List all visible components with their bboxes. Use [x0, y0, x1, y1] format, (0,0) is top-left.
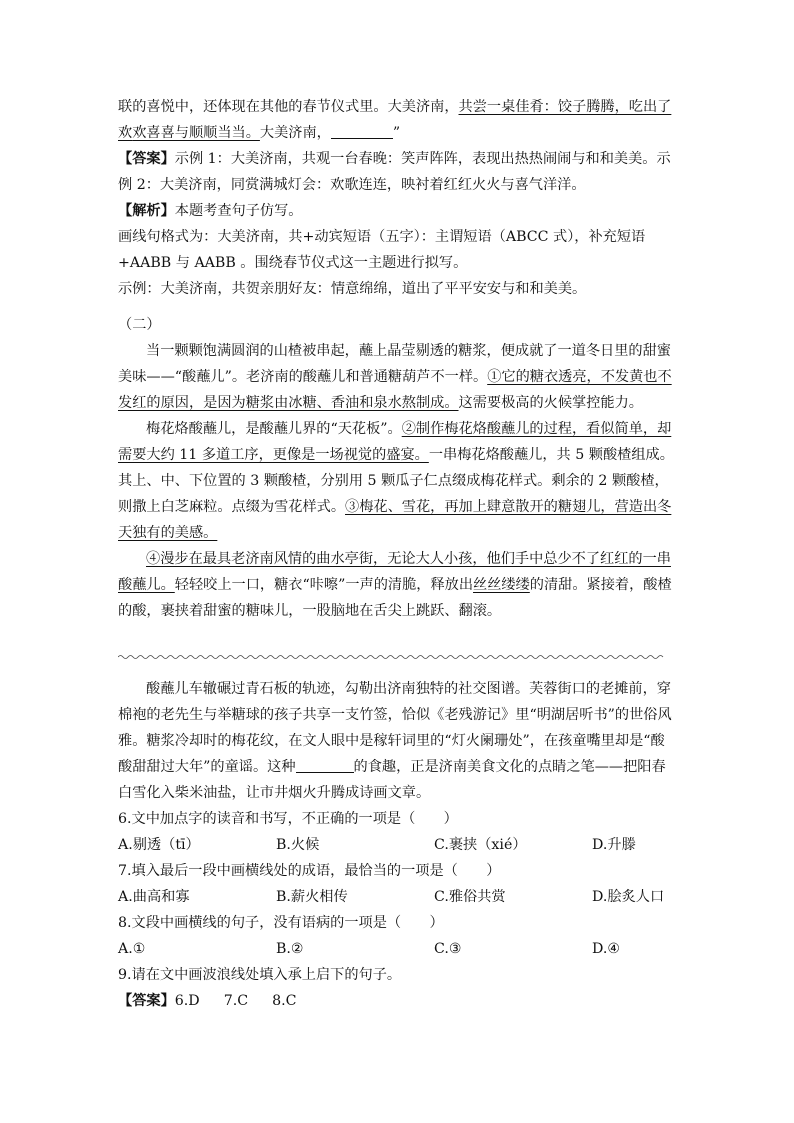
- option-a: A.①: [118, 941, 146, 957]
- analysis-tag: 【解析】: [118, 203, 175, 219]
- underlined-sentence-1: ①它的糖衣透亮，不发黄也不发红的原因，是因为糖浆由冰糖、香油和泉水熬制成。: [118, 369, 672, 411]
- dotted-word: 丝丝缕缕: [473, 577, 530, 593]
- passage-paragraph-2: [118, 416, 678, 546]
- question-8-options: [118, 936, 678, 962]
- underlined-sentence-3: ③梅花、雪花，再加上肆意散开的糖翅儿，营造出冬天独有的美感。: [118, 499, 672, 541]
- underlined-example-cont: 欢喜喜与顺顺当当。: [132, 125, 260, 141]
- analysis-paragraph: [118, 198, 678, 224]
- question-8: 8.文段中画横线的句子，没有语病的一项是（ ）: [118, 915, 444, 931]
- p2-text-mid: 一串梅花烙酸蘸儿，共 5 颗酸楂组成。其上、中、下位置的 3 颗酸楂，分别用 5 颗瓜子仁点缀成梅花样式。剩余的 2 颗酸楂，则撒上白芝麻粒。点缀为雪花样式。: [118, 447, 674, 515]
- stem-text-2: 大美济南，: [259, 125, 331, 141]
- option-a: A.剔透（tī）: [118, 837, 200, 853]
- passage-paragraph-1: [118, 338, 678, 416]
- option-b: B.火候: [276, 837, 320, 853]
- answer-text: 示例 1：大美济南，共观一台春晚：笑声阵阵，表现出热热闹闹与和和美美。示例 2：大美济南，同赏满城灯会：欢歌连连，映衬着红红火火与喜气洋洋。: [118, 151, 671, 193]
- question-6: 6.文中加点字的读音和书写，不正确的一项是（ ）: [118, 811, 458, 827]
- wavy-blank-line: [118, 654, 678, 660]
- answer-6: 6.D: [174, 993, 200, 1009]
- underlined-sentence-4: ④漫步在最具老济南风情的曲水亭街，无论大人小孩，他们手中总少不了红红的一串酸蘸儿。: [118, 551, 671, 593]
- option-d: D.④: [592, 941, 621, 957]
- option-c: C.裹挟（xié）: [434, 837, 527, 853]
- analysis-example: 示例：大美济南，共贺亲朋好友：情意绵绵，道出了平平安安与和和美美。: [118, 281, 587, 297]
- option-d: D.脍炙人口: [592, 889, 665, 905]
- question-6-options: [118, 832, 678, 858]
- stem-text: 联的喜悦中，还体现在其他的春节仪式里。大美济南，: [118, 99, 459, 115]
- option-d: D.升滕: [592, 837, 636, 853]
- passage-paragraph-4-block: [118, 676, 678, 806]
- answer-tag: 【答案】: [118, 151, 175, 167]
- option-c: C.雅俗共赏: [434, 889, 506, 905]
- question-7-options: [118, 884, 678, 910]
- p3-text-end: 的清甜。紧接着，酸楂的酸，裹挟着甜蜜的糖味儿，一股脑地在舌尖上跳跃、翻滚。: [118, 577, 672, 619]
- p4-text-end: 的食趣，正是济南美食文化的点睛之笔——把阳春白雪化入柴米油盐，让市井烟火升腾成诗画文章。: [118, 759, 666, 801]
- p2-text: 梅花烙酸蘸儿，是酸蘸儿界的“天花板”。: [146, 421, 402, 437]
- question-stem-tail: [118, 94, 678, 146]
- questions-section: [118, 806, 678, 1014]
- passage-paragraph-3: [118, 546, 678, 624]
- answer-7: 7.C: [223, 993, 249, 1009]
- option-c: C.③: [434, 941, 462, 957]
- p1-text-end: 这需要极高的火候掌控能力。: [458, 395, 643, 411]
- idiom-blank: [296, 758, 354, 773]
- option-b: B.②: [276, 941, 304, 957]
- section-two: [118, 312, 678, 624]
- question-7: 7.填入最后一段中画横线处的成语，最恰当的一项是（ ）: [118, 863, 501, 879]
- underlined-example: 共尝一桌佳肴：饺子腾腾，吃出了欢: [118, 99, 672, 141]
- question-9: 9.请在文中画波浪线处填入承上启下的句子。: [118, 967, 402, 983]
- answer-tag: 【答案】: [118, 993, 175, 1009]
- closing-quote: ”: [392, 125, 401, 141]
- option-a: A.曲高和寡: [118, 889, 190, 905]
- answer-paragraph: [118, 146, 678, 198]
- p1-text: 当一颗颗饱满圆润的山楂被串起，蘸上晶莹剔透的糖浆，便成就了一道冬日里的甜蜜美味——“酸蘸儿”。老济南的酸蘸儿和普通糖葫芦不一样。: [118, 343, 671, 385]
- p3-text: 轻轻咬上一口，糖衣“咔嚓”一声的清脆，释放出: [174, 577, 474, 593]
- option-b: B.薪火相传: [276, 889, 348, 905]
- passage-paragraph-4: [118, 676, 678, 806]
- underlined-sentence-2: ②制作梅花烙酸蘸儿的过程，看似简单，却需要大约 11 多道工序，更像是一场视觉的盛宴。: [118, 421, 672, 463]
- analysis-format: 画线句格式为：大美济南，共+动宾短语（五字）：主谓短语（ABCC 式），补充短语 +AABB 与 AABB 。围绕春节仪式这一主题进行拟写。: [118, 229, 646, 271]
- previous-answer-section: [118, 94, 678, 302]
- section-label: （二）: [118, 317, 161, 333]
- answer-blank: [331, 124, 393, 139]
- answer-8: 8.C: [272, 993, 297, 1009]
- analysis-text: 本题考查句子仿写。: [174, 203, 303, 219]
- p4-text: 酸蘸儿车辙碾过青石板的轨迹，勾勒出济南独特的社交图谱。芙蓉街口的老摊前，穿棉袍的老先生与举糖球的孩子共享一支竹签，恰似《老残游记》里“明湖居听书”的世俗风雅。糖浆冷却时的梅花纹，在文人眼中是稼轩词里的“灯火阑珊处”，在孩童嘴里却是“酸酸甜甜过大年”的童谣。这种: [118, 681, 672, 775]
- answers-line: [118, 988, 678, 1014]
